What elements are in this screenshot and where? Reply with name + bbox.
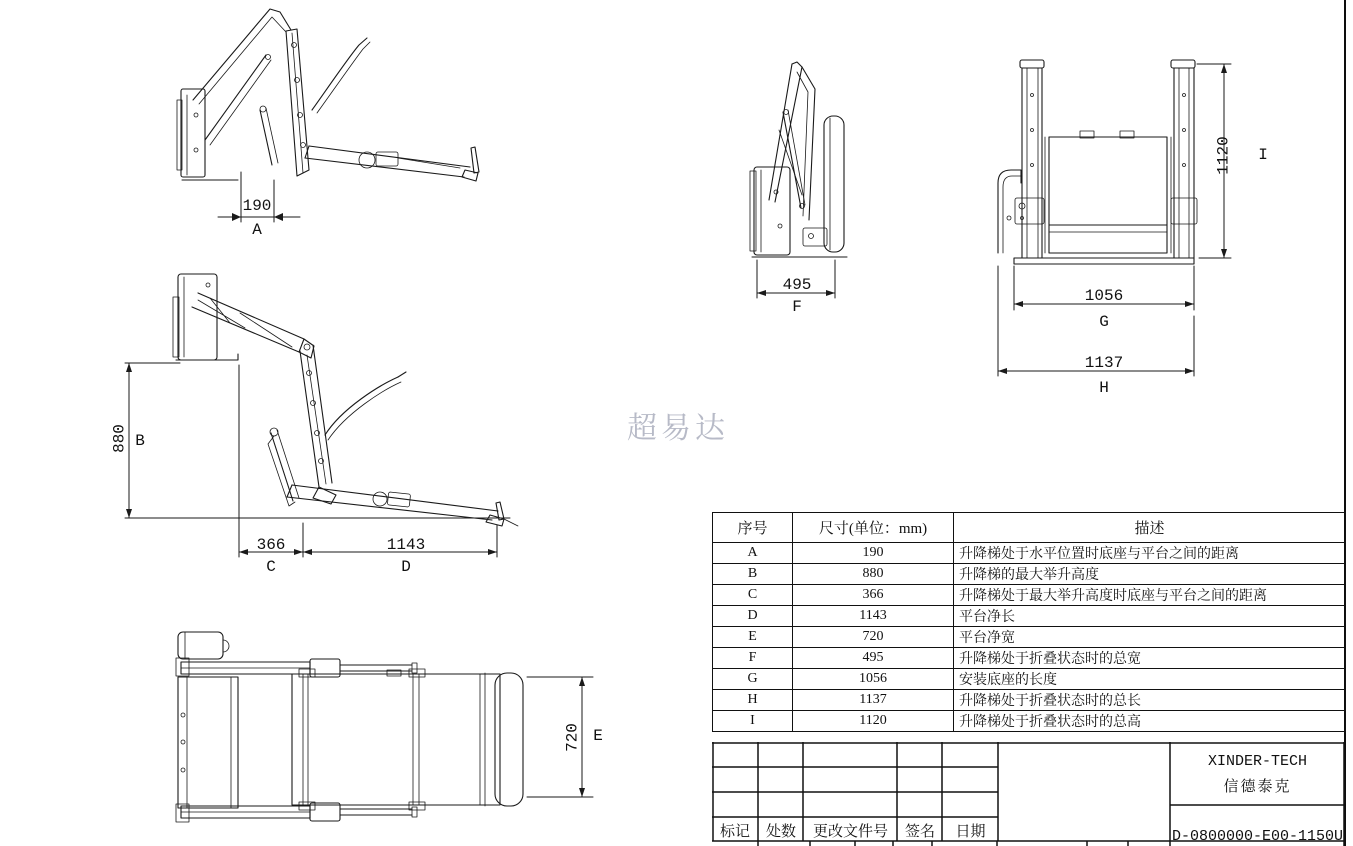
spec-row-size: 366 <box>793 585 954 606</box>
revision-col-count: 处数 <box>765 824 796 840</box>
spec-row-desc: 升降梯的最大举升高度 <box>954 564 1346 585</box>
watermark: 超易达 <box>627 412 729 445</box>
spec-table <box>712 512 1346 732</box>
spec-row-id: H <box>713 690 793 711</box>
spec-row-id: F <box>713 648 793 669</box>
spec-row-size: 495 <box>793 648 954 669</box>
spec-row-id: A <box>713 543 793 564</box>
table-row <box>713 690 1346 711</box>
dim-a-value: 190 <box>242 197 272 215</box>
spec-row-id: G <box>713 669 793 690</box>
view-top-plan <box>165 620 610 846</box>
view-side-folded-outline <box>750 62 847 257</box>
dim-i-value: 1120 <box>1214 136 1233 175</box>
revision-col-mark: 标记 <box>719 824 750 840</box>
spec-row-desc: 升降梯处于最大举升高度时底座与平台之间的距离 <box>954 585 1346 606</box>
dim-c-value: 366 <box>256 536 286 554</box>
view-front-folded-outline <box>998 60 1197 264</box>
spec-row-desc: 升降梯处于折叠状态时的总高 <box>954 711 1346 732</box>
dim-b-label: B <box>135 432 145 450</box>
company-name-cn: 信德泰克 <box>1223 779 1292 795</box>
dim-a-label: A <box>252 221 262 239</box>
spec-row-desc: 升降梯处于水平位置时底座与平台之间的距离 <box>954 543 1346 564</box>
view-side-raised-outline <box>125 274 518 526</box>
table-row <box>713 711 1346 732</box>
spec-row-id: B <box>713 564 793 585</box>
dim-d-label: D <box>401 558 411 576</box>
spec-row-desc: 升降梯处于折叠状态时的总长 <box>954 690 1346 711</box>
dim-e-lines <box>527 677 593 797</box>
spec-col-desc: 描述 <box>954 513 1346 543</box>
spec-row-size: 1056 <box>793 669 954 690</box>
dim-e-value: 720 <box>563 723 582 752</box>
table-row <box>713 669 1346 690</box>
dim-g-value: 1056 <box>1084 287 1124 305</box>
drawing-number: D-0800000-E00-1150U <box>1171 828 1344 845</box>
spec-row-id: E <box>713 627 793 648</box>
spec-row-id: C <box>713 585 793 606</box>
spec-row-size: 880 <box>793 564 954 585</box>
spec-row-desc: 安装底座的长度 <box>954 669 1346 690</box>
spec-col-id: 序号 <box>713 513 793 543</box>
view-front-folded <box>985 40 1290 400</box>
table-row <box>713 627 1346 648</box>
revision-col-file-no: 更改文件号 <box>812 824 888 840</box>
spec-header-row <box>713 513 1346 543</box>
table-row <box>713 648 1346 669</box>
dim-f-value: 495 <box>782 276 812 294</box>
table-row <box>713 564 1346 585</box>
spec-row-desc: 平台净长 <box>954 606 1346 627</box>
dim-f-label: F <box>792 298 802 316</box>
spec-row-size: 720 <box>793 627 954 648</box>
dim-h-label: H <box>1099 379 1109 397</box>
view-side-raised <box>80 265 545 580</box>
spec-row-id: I <box>713 711 793 732</box>
spec-col-size: 尺寸(单位：mm) <box>793 513 954 543</box>
spec-row-id: D <box>713 606 793 627</box>
company-name-en: XINDER-TECH <box>1207 753 1308 770</box>
spec-row-desc: 平台净宽 <box>954 627 1346 648</box>
spec-row-size: 1120 <box>793 711 954 732</box>
table-row <box>713 543 1346 564</box>
dim-g-label: G <box>1099 313 1109 331</box>
revision-col-signature: 签名 <box>904 824 935 840</box>
dim-b-value: 880 <box>110 424 129 453</box>
spec-row-desc: 升降梯处于折叠状态时的总宽 <box>954 648 1346 669</box>
view-side-lowered <box>160 0 520 250</box>
view-top-plan-outline <box>176 632 523 822</box>
dim-e-label: E <box>593 727 603 745</box>
dim-h-value: 1137 <box>1084 354 1124 372</box>
view-side-lowered-outline <box>177 9 479 181</box>
spec-row-size: 190 <box>793 543 954 564</box>
spec-row-size: 1137 <box>793 690 954 711</box>
revision-col-date: 日期 <box>955 824 986 840</box>
table-row <box>713 606 1346 627</box>
table-row <box>713 585 1346 606</box>
dim-c-label: C <box>266 558 276 576</box>
dim-d-value: 1143 <box>386 536 426 554</box>
dim-i-label: I <box>1258 146 1268 164</box>
spec-row-size: 1143 <box>793 606 954 627</box>
